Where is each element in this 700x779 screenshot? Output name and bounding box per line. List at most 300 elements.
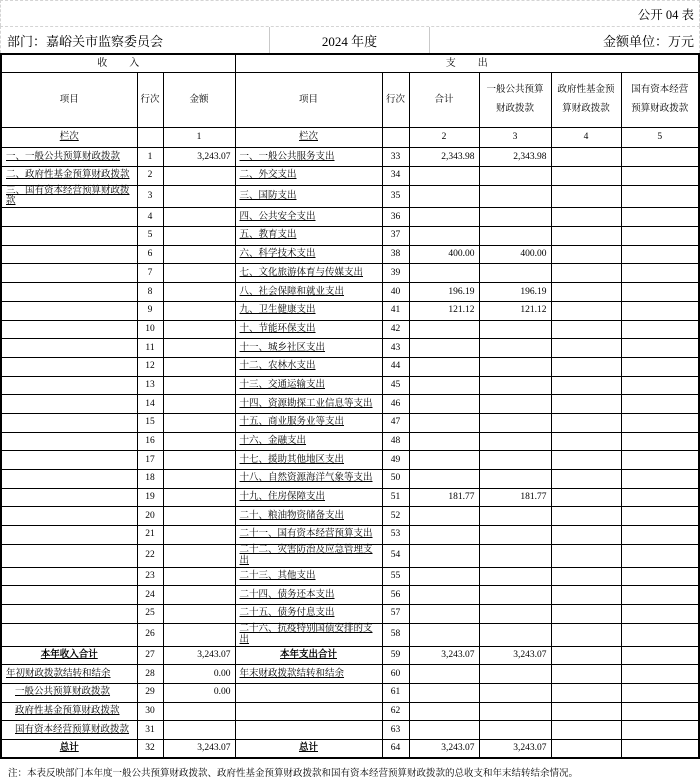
table-row [1,301,699,320]
expense-total-cell [409,683,479,702]
expense-statecap-cell [621,507,699,526]
expense-govfund-cell [551,264,621,283]
expense-item-cell [235,721,382,740]
income-item-cell [1,301,137,320]
expense-statecap-cell [621,301,699,320]
expense-item-cell: 十三、交通运输支出 [235,376,382,395]
expense-rowno-cell: 38 [382,245,409,264]
expense-rowno-cell: 35 [382,185,409,208]
expense-total-cell [409,470,479,489]
income-rowno-cell: 19 [137,488,163,507]
expense-govfund-cell [551,227,621,246]
table-row [1,683,699,702]
expense-general-cell: 400.00 [479,245,551,264]
income-amount-cell [163,301,235,320]
expense-govfund-cell [551,451,621,470]
expense-item-cell: 十七、援助其他地区支出 [235,451,382,470]
expense-item-cell: 六、科学技术支出 [235,245,382,264]
income-amount-cell [163,227,235,246]
income-lanci-rowno [137,128,163,148]
expense-rowno-cell: 55 [382,567,409,586]
income-rowno-header: 行次 [137,73,163,128]
income-item-cell: 二、政府性基金预算财政拨款 [1,166,137,185]
income-rowno-cell: 26 [137,623,163,646]
expense-statecap-cell [621,623,699,646]
expense-rowno-cell: 46 [382,395,409,414]
expense-govfund-cell [551,488,621,507]
table-row [1,451,699,470]
income-rowno-cell: 1 [137,148,163,167]
income-item-cell [1,586,137,605]
income-amount-cell [163,185,235,208]
expense-total-cell [409,357,479,376]
expense-govfund-cell [551,665,621,684]
expense-govfund-cell [551,245,621,264]
income-rowno-cell: 23 [137,567,163,586]
expense-govfund-cell [551,544,621,567]
expense-govfund-cell [551,605,621,624]
income-rowno-cell: 15 [137,413,163,432]
income-rowno-cell: 5 [137,227,163,246]
expense-item-header: 项目 [235,73,382,128]
income-rowno-cell: 18 [137,470,163,489]
expense-rowno-cell: 36 [382,208,409,227]
income-rowno-cell: 11 [137,339,163,358]
expense-rowno-cell: 49 [382,451,409,470]
table-row [1,245,699,264]
expense-general-cell [479,623,551,646]
footnote: 注：本表反映部门本年度一般公共预算财政拨款、政府性基金预算财政拨款和国有资本经营预算财政拨款的总收支和年末结转结余情况。 [8,769,579,779]
income-rowno-cell: 12 [137,357,163,376]
income-item-cell [1,320,137,339]
column-index-3: 3 [479,128,551,148]
income-item-cell [1,227,137,246]
income-item-cell [1,470,137,489]
income-amount-cell [163,488,235,507]
expense-rowno-cell: 52 [382,507,409,526]
income-amount-cell [163,245,235,264]
expense-rowno-cell: 53 [382,526,409,545]
income-item-cell [1,567,137,586]
general-budget-header: 一般公共预算 财政拨款 [479,73,551,128]
expense-general-cell [479,544,551,567]
expense-statecap-cell [621,683,699,702]
table-row [1,283,699,302]
expense-statecap-cell [621,721,699,740]
expense-item-cell: 二十六、抗疫特别国债安排的支出 [235,623,382,646]
income-amount-cell [163,702,235,721]
expense-general-cell [479,432,551,451]
income-item-cell [1,283,137,302]
income-amount-cell [163,544,235,567]
income-rowno-cell: 6 [137,245,163,264]
income-item-cell [1,432,137,451]
expense-rowno-cell: 41 [382,301,409,320]
expense-total-cell [409,339,479,358]
expense-statecap-cell [621,264,699,283]
expense-item-cell: 十、节能环保支出 [235,320,382,339]
sheet-label-row [0,0,700,26]
expense-rowno-cell: 56 [382,586,409,605]
table-row [1,507,699,526]
income-item-cell: 年初财政拨款结转和结余 [1,665,137,684]
expense-total-cell [409,264,479,283]
expense-rowno-cell: 44 [382,357,409,376]
income-item-cell [1,623,137,646]
gov-fund-header: 政府性基金预 算财政拨款 [551,73,621,128]
table-row [1,148,699,167]
expense-general-cell [479,264,551,283]
expense-total-cell [409,605,479,624]
expense-total-cell [409,432,479,451]
expense-rowno-cell: 43 [382,339,409,358]
income-rowno-cell: 13 [137,376,163,395]
expense-general-cell [479,665,551,684]
expense-rowno-cell: 37 [382,227,409,246]
expense-item-cell: 本年支出合计 [235,646,382,665]
expense-govfund-cell [551,567,621,586]
income-item-header: 项目 [1,73,137,128]
table-row [1,320,699,339]
expense-govfund-cell [551,432,621,451]
table-row [1,605,699,624]
expense-rowno-cell: 61 [382,683,409,702]
income-amount-cell [163,264,235,283]
income-amount-cell [163,432,235,451]
expense-general-cell [479,376,551,395]
expense-general-cell [479,320,551,339]
table-row [1,526,699,545]
state-capital-header: 国有资本经营 预算财政拨款 [621,73,699,128]
expense-govfund-cell [551,376,621,395]
income-amount-cell [163,376,235,395]
expense-total-cell [409,227,479,246]
expense-general-cell [479,702,551,721]
expense-general-cell [479,357,551,376]
expense-general-cell [479,339,551,358]
table-row [1,739,699,758]
income-rowno-cell: 14 [137,395,163,414]
expense-general-cell [479,208,551,227]
income-rowno-cell: 17 [137,451,163,470]
income-rowno-cell: 9 [137,301,163,320]
expense-item-cell: 总计 [235,739,382,758]
income-item-cell: 三、国有资本经营预算财政拨款 [1,185,137,208]
income-item-cell: 一般公共预算财政拨款 [1,683,137,702]
expense-total-cell [409,376,479,395]
expense-general-cell: 3,243.07 [479,646,551,665]
expense-general-cell [479,507,551,526]
income-item-cell [1,526,137,545]
income-amount-cell [163,208,235,227]
expense-total-cell [409,507,479,526]
column-index-4: 4 [551,128,621,148]
income-rowno-cell: 20 [137,507,163,526]
expense-general-cell: 196.19 [479,283,551,302]
table-row [1,185,699,208]
income-amount-cell [163,320,235,339]
expense-statecap-cell [621,283,699,302]
table-row [1,432,699,451]
table-row [1,586,699,605]
expense-total-cell [409,721,479,740]
expense-item-cell: 二十四、债务还本支出 [235,586,382,605]
column-index-2: 2 [409,128,479,148]
income-amount-cell [163,395,235,414]
expense-statecap-cell [621,665,699,684]
expense-statecap-cell [621,148,699,167]
income-rowno-cell: 25 [137,605,163,624]
expense-govfund-cell [551,148,621,167]
table-row [1,208,699,227]
income-item-cell [1,544,137,567]
income-rowno-cell: 16 [137,432,163,451]
expense-govfund-cell [551,721,621,740]
expense-item-cell [235,683,382,702]
expense-statecap-cell [621,544,699,567]
expense-total-cell [409,665,479,684]
table-row [1,721,699,740]
expense-statecap-cell [621,451,699,470]
income-item-cell [1,245,137,264]
expense-total-cell [409,320,479,339]
expense-general-cell [479,567,551,586]
expense-item-cell: 年末财政拨款结转和结余 [235,665,382,684]
expense-govfund-cell [551,413,621,432]
expense-item-cell: 二十二、灾害防治及应急管理支出 [235,544,382,567]
expense-total-cell: 3,243.07 [409,646,479,665]
expense-govfund-cell [551,357,621,376]
expense-general-cell [479,227,551,246]
expense-govfund-cell [551,339,621,358]
expense-rowno-cell: 33 [382,148,409,167]
table-row [1,567,699,586]
expense-statecap-cell [621,245,699,264]
expense-statecap-cell [621,702,699,721]
expense-total-cell: 121.12 [409,301,479,320]
expense-item-cell: 七、文化旅游体育与传媒支出 [235,264,382,283]
expense-statecap-cell [621,586,699,605]
income-rowno-cell: 7 [137,264,163,283]
expense-govfund-cell [551,702,621,721]
expense-statecap-cell [621,739,699,758]
expense-rowno-cell: 63 [382,721,409,740]
expense-statecap-cell [621,227,699,246]
expense-general-cell: 181.77 [479,488,551,507]
expense-govfund-cell [551,208,621,227]
expense-item-cell: 二十三、其他支出 [235,567,382,586]
income-amount-cell [163,451,235,470]
income-lanci-label: 栏次 [1,128,137,148]
expense-total-cell [409,413,479,432]
expense-item-cell: 三、国防支出 [235,185,382,208]
expense-total-cell [409,567,479,586]
expense-govfund-cell [551,623,621,646]
expense-item-cell: 八、社会保障和就业支出 [235,283,382,302]
table-row [1,665,699,684]
income-item-cell: 一、一般公共预算财政拨款 [1,148,137,167]
income-item-cell [1,451,137,470]
expense-item-cell: 十一、城乡社区支出 [235,339,382,358]
income-rowno-cell: 10 [137,320,163,339]
income-rowno-cell: 3 [137,185,163,208]
column-index-row [1,128,699,148]
income-rowno-cell: 31 [137,721,163,740]
expense-general-cell [479,586,551,605]
expense-govfund-cell [551,185,621,208]
income-amount-cell [163,567,235,586]
expense-govfund-cell [551,166,621,185]
expense-general-cell [479,721,551,740]
expense-govfund-cell [551,470,621,489]
table-row [1,646,699,665]
expense-statecap-cell [621,470,699,489]
expense-rowno-cell: 50 [382,470,409,489]
income-item-cell [1,339,137,358]
table-row [1,376,699,395]
expense-statecap-cell [621,526,699,545]
expense-item-cell: 十六、金融支出 [235,432,382,451]
expense-item-cell: 十四、资源勘探工业信息等支出 [235,395,382,414]
section-band-row [1,54,699,73]
expense-total-cell [409,185,479,208]
expense-item-cell: 二十一、国有资本经营预算支出 [235,526,382,545]
table-row [1,264,699,283]
income-rowno-cell: 22 [137,544,163,567]
expense-total-cell [409,208,479,227]
expense-rowno-cell: 62 [382,702,409,721]
expense-statecap-cell [621,208,699,227]
expense-rowno-header: 行次 [382,73,409,128]
income-amount-header: 金额 [163,73,235,128]
income-item-cell: 国有资本经营预算财政拨款 [1,721,137,740]
expense-item-cell: 十九、住房保障支出 [235,488,382,507]
expense-general-cell [479,185,551,208]
income-rowno-cell: 32 [137,739,163,758]
expense-item-cell: 四、公共安全支出 [235,208,382,227]
table-row [1,339,699,358]
expense-total-cell: 2,343.98 [409,148,479,167]
amount-unit: 金额单位：万元 [602,33,694,49]
expense-total-cell [409,166,479,185]
expense-lanci-rowno [382,128,409,148]
income-amount-cell [163,413,235,432]
table-row [1,623,699,646]
expense-section-title: 支出 [235,54,699,73]
expense-rowno-cell: 45 [382,376,409,395]
expense-total-cell [409,544,479,567]
income-amount-cell [163,507,235,526]
expense-govfund-cell [551,507,621,526]
income-amount-cell [163,526,235,545]
expense-general-cell [479,470,551,489]
expense-item-cell: 五、教育支出 [235,227,382,246]
expense-total-cell [409,623,479,646]
expense-total-cell [409,451,479,470]
expense-item-cell: 九、卫生健康支出 [235,301,382,320]
expense-rowno-cell: 60 [382,665,409,684]
column-header-row [1,73,699,128]
expense-total-cell: 3,243.07 [409,739,479,758]
expense-rowno-cell: 34 [382,166,409,185]
expense-statecap-cell [621,339,699,358]
income-item-cell [1,605,137,624]
table-row [1,544,699,567]
expense-rowno-cell: 39 [382,264,409,283]
expense-govfund-cell [551,526,621,545]
income-item-cell [1,507,137,526]
expense-statecap-cell [621,488,699,507]
table-row [1,227,699,246]
income-item-cell [1,395,137,414]
expense-item-cell: 十二、农林水支出 [235,357,382,376]
expense-govfund-cell [551,283,621,302]
income-amount-cell [163,586,235,605]
fiscal-year: 2024 年度 [270,27,430,53]
income-amount-cell [163,166,235,185]
income-amount-cell: 0.00 [163,683,235,702]
income-rowno-cell: 4 [137,208,163,227]
expense-statecap-cell [621,646,699,665]
expense-item-cell: 二十五、债务付息支出 [235,605,382,624]
table-row [1,488,699,507]
document-title-row [0,26,700,53]
expense-item-cell: 十八、自然资源海洋气象等支出 [235,470,382,489]
income-amount-cell [163,339,235,358]
income-item-cell [1,357,137,376]
expense-general-cell [479,395,551,414]
expense-rowno-cell: 47 [382,413,409,432]
expense-total-cell: 196.19 [409,283,479,302]
expense-general-cell [479,166,551,185]
table-row [1,413,699,432]
expense-general-cell [479,413,551,432]
income-amount-cell [163,721,235,740]
expense-statecap-cell [621,376,699,395]
expense-item-cell: 一、一般公共服务支出 [235,148,382,167]
expense-general-cell: 121.12 [479,301,551,320]
income-rowno-cell: 29 [137,683,163,702]
table-row [1,702,699,721]
income-amount-cell: 3,243.07 [163,646,235,665]
expense-govfund-cell [551,301,621,320]
table-row [1,395,699,414]
income-item-cell [1,376,137,395]
expense-statecap-cell [621,185,699,208]
income-item-cell [1,264,137,283]
income-item-cell [1,413,137,432]
income-item-cell: 总计 [1,739,137,758]
income-item-cell [1,488,137,507]
expense-general-cell [479,605,551,624]
expense-govfund-cell [551,586,621,605]
expense-total-header: 合计 [409,73,479,128]
expense-statecap-cell [621,413,699,432]
expense-statecap-cell [621,320,699,339]
income-amount-cell: 3,243.07 [163,739,235,758]
income-amount-cell [163,623,235,646]
income-rowno-cell: 27 [137,646,163,665]
expense-statecap-cell [621,567,699,586]
column-index-5: 5 [621,128,699,148]
expense-item-cell [235,702,382,721]
expense-govfund-cell [551,739,621,758]
department-name: 部门：嘉峪关市监察委员会 [1,27,270,53]
expense-item-cell: 二、外交支出 [235,166,382,185]
expense-rowno-cell: 59 [382,646,409,665]
expense-total-cell: 181.77 [409,488,479,507]
expense-total-cell [409,586,479,605]
